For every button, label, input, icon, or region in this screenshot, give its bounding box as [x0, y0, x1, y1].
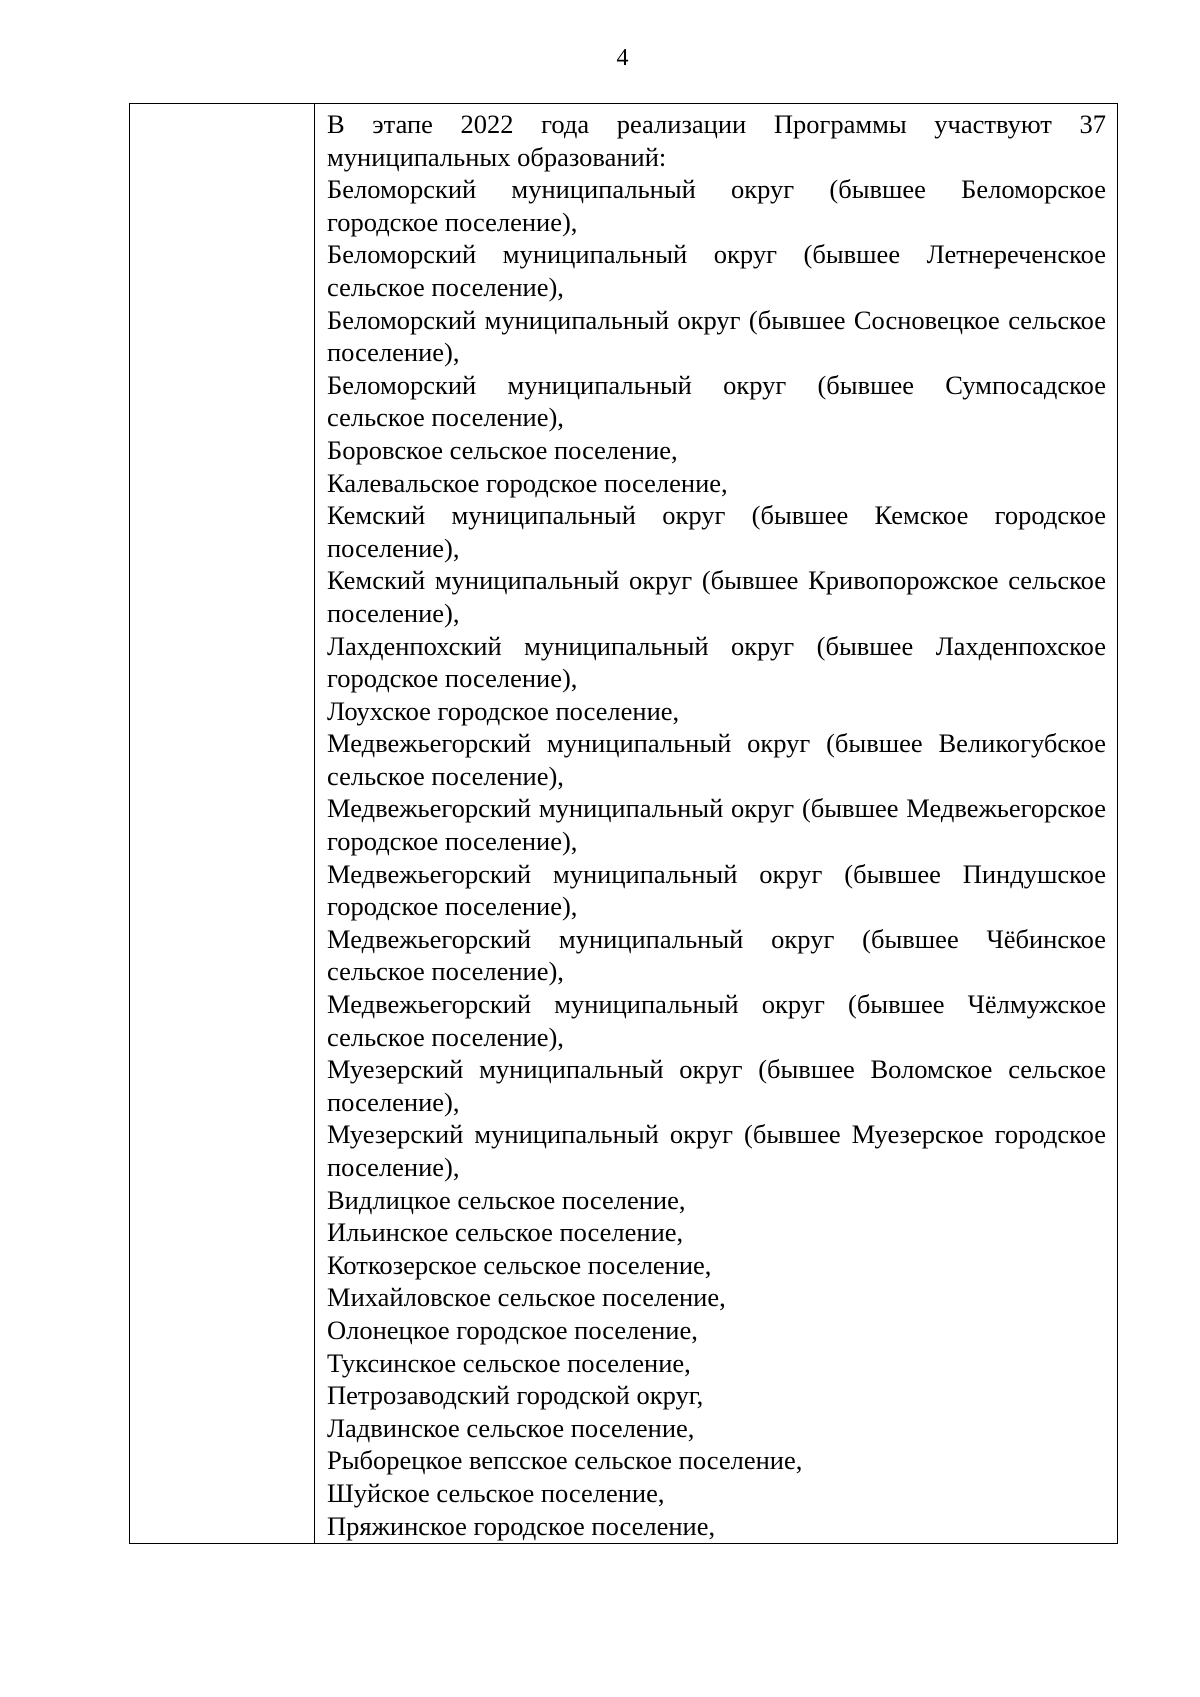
municipality-list-item: Беломорский муниципальный округ (бывшее Летнереченское сельское поселение), [327, 239, 1106, 302]
municipality-list [327, 173, 1106, 1542]
table-right-cell [315, 104, 1117, 1543]
municipality-list-item: Рыборецкое вепсское сельское поселение, [327, 1445, 803, 1476]
municipality-list-item: Медвежьегорский муниципальный округ (бывшее Великогубское сельское поселение), [327, 728, 1106, 791]
municipality-list-item: Пряжинское городское поселение, [327, 1510, 716, 1541]
municipality-list-item: Беломорский муниципальный округ (бывшее Сосновецкое сельское поселение), [327, 304, 1106, 368]
municipality-list-item: Туксинское сельское поселение, [327, 1347, 691, 1378]
municipality-list-item: Ладвинское сельское поселение, [327, 1412, 695, 1443]
municipality-list-item: Муезерский муниципальный округ (бывшее Муезерское городское поселение), [327, 1119, 1106, 1182]
intro-paragraph: В этапе 2022 года реализации Программы участвуют 37 муниципальных образований: [327, 109, 1106, 172]
table-left-cell [130, 104, 315, 1543]
municipality-list-item: Беломорский муниципальный округ (бывшее Сумпосадское сельское поселение), [327, 369, 1106, 433]
page-number: 4 [616, 45, 629, 71]
municipality-list-item: Михайловское сельское поселение, [327, 1282, 726, 1313]
municipality-list-item: Лахденпохский муниципальный округ (бывшее Лахденпохское городское поселение), [327, 630, 1106, 694]
municipality-list-item: Видлицкое сельское поселение, [327, 1184, 686, 1215]
municipality-list-item: Калевальское городское поселение, [327, 467, 728, 498]
municipality-list-item: Медвежьегорский муниципальный округ (бывшее Чёбинское сельское поселение), [327, 923, 1106, 987]
municipality-list-item: Беломорский муниципальный округ (бывшее Беломорское городское поселение), [327, 174, 1106, 237]
municipality-list-item: Муезерский муниципальный округ (бывшее Воломское сельское поселение), [327, 1054, 1106, 1117]
municipality-list-item: Петрозаводский городской округ, [327, 1380, 704, 1411]
municipality-list-item: Олонецкое городское поселение, [327, 1314, 698, 1345]
municipality-list-item: Кемский муниципальный округ (бывшее Кривопорожское сельское поселение), [327, 565, 1106, 628]
municipality-list-item: Боровское сельское поселение, [327, 434, 678, 465]
municipality-list-item: Кемский муниципальный округ (бывшее Кемское городское поселение), [327, 500, 1106, 563]
municipality-list-item: Медвежьегорский муниципальный округ (бывшее Чёлмужское сельское поселение), [327, 989, 1106, 1052]
municipality-list-item: Медвежьегорский муниципальный округ (бывшее Пиндушское городское поселение), [327, 858, 1106, 922]
municipality-list-item: Лоухское городское поселение, [327, 695, 680, 726]
municipality-list-item: Медвежьегорский муниципальный округ (бывшее Медвежьегорское городское поселение), [327, 793, 1106, 857]
document-table [129, 103, 1118, 1544]
municipality-list-item: Коткозерское сельское поселение, [327, 1249, 712, 1280]
municipality-list-item: Ильинское сельское поселение, [327, 1217, 684, 1248]
municipality-list-item: Шуйское сельское поселение, [327, 1477, 665, 1508]
